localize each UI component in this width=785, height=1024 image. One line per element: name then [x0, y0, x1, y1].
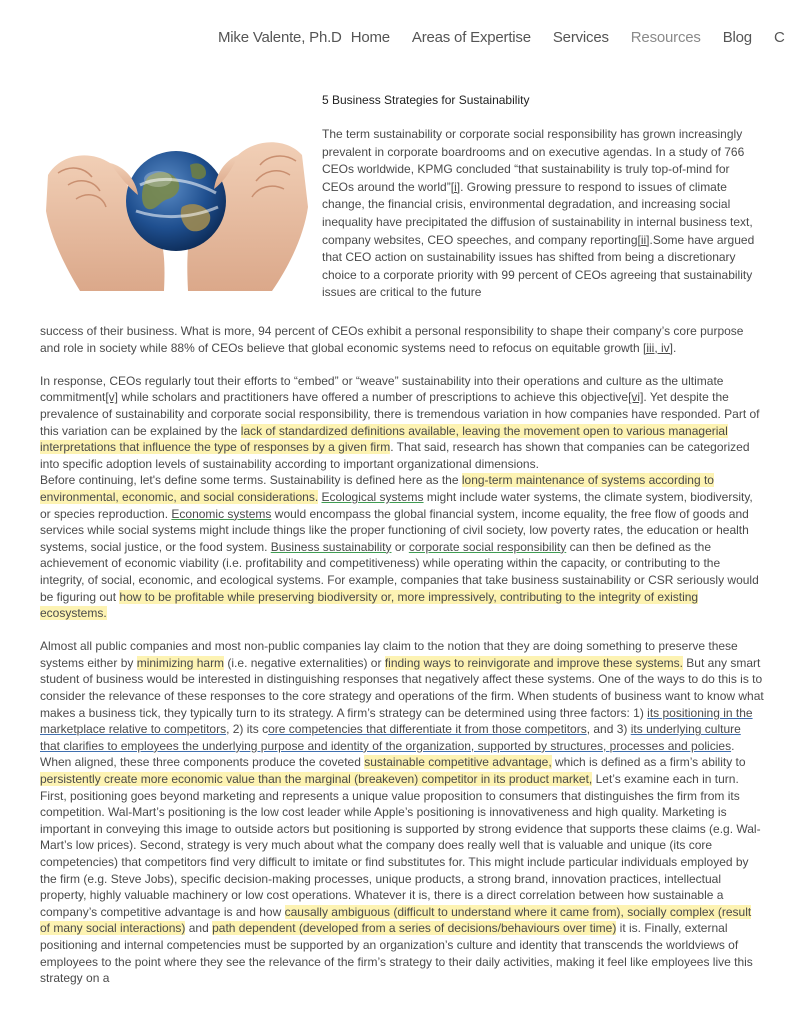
nav-contact[interactable]: C	[773, 29, 785, 46]
nav-blog[interactable]: Blog	[722, 29, 752, 46]
highlight: long-term maintenance of systems according to environmental, economic, and social considerations.	[40, 473, 714, 504]
nav-areas-of-expertise[interactable]: Areas of Expertise	[411, 29, 531, 46]
footnote-ref-vi[interactable]: [vi]	[628, 390, 644, 405]
link-core-competencies[interactable]: ore competencies that differentiate it from those competitors	[268, 722, 587, 737]
highlight: persistently create more economic value than the marginal (breakeven) competitor in its product market,	[40, 772, 593, 787]
link-positioning[interactable]: its positioning in the marketplace relative to competitors	[40, 705, 753, 737]
footnote-ref-i[interactable]: [i]	[450, 179, 461, 194]
link-ecological-systems[interactable]: Ecological systems	[321, 489, 424, 504]
highlight: finding ways to reinvigorate and improve these systems.	[384, 655, 683, 670]
footnote-ref-ii[interactable]: [ii]	[637, 232, 650, 247]
footnote-ref-v[interactable]: [v]	[105, 390, 119, 405]
paragraph-strategy: Almost all public companies and most non-public companies lay claim to the notion that they are doing something to preserve these systems either by minimizing harm (i.e. negative externalities) or finding ways to reinvigorate and improve these systems. But any smart student of business would be interested in distinguishing responses that negatively affect these systems. One of the ways to do this is to consider the relevance of these responses to the core strategy and operations of the firm. When students of business want to know what makes a business tick, they typically turn to its strategy. A firm’s strategy can be determined using three factors: 1) its positioning in the marketplace relative to competitors, 2) its core competencies that differentiate it from those competitors, and 3) its underlying culture that clarifies to employees the underlying purpose and identity of the organization, supported by structures, processes and policies. When aligned, these three components produce the coveted sustainable competitive advantage, which is defined as a firm’s ability to persistently create more economic value than the marginal (breakeven) competitor in its product market, Let’s examine each in turn. First, positioning goes beyond marketing and represents a unique value proposition to consumers that distinguishes the firm from its competition. Wal-Mart’s positioning is the low cost leader while Apple’s positioning is innovativeness and high quality. Marketing is important in conveying this image to outside actors but positioning is supported by strong evidence that supports these claims (e.g. Wal-Mart’s low prices). Second, strategy is very much about what the company does really well that is valuable and unique (its core competencies) that competitors find very difficult to imitate or find substitutes for. This might include particular individuals employed by the firm (e.g. Steve Jobs), specific decision-making processes, unique products, a strong brand, innovation practices, intellectual property, highly valuable machinery or low cost operations. Whatever it is, there is a direct correlation between how sustainable a company’s competitive advantage is and how causally ambiguous (difficult to understand where it came from), socially complex (result of many social interactions) and path dependent (developed from a series of decisions/behaviours over time) it is. Finally, external positioning and internal competencies must be supported by an organization’s culture and identity that transcends the worldviews of employees to the point where they see the relevance of the firm’s strategy to their daily activities, making it feel like employees live this strategy on a	[40, 639, 764, 986]
site-nav	[218, 29, 785, 53]
paragraph-response: In response, CEOs regularly tout their efforts to “embed” or “weave” sustainability into their operations and culture as the ultimate commitment[v] while scholars and practitioners have offered a number of prescriptions to achieve this objective[vi]. Yet despite the prevalence of sustainability and corporate social responsibility, there is tremendous variation in how companies have responded. Part of this variation can be explained by the lack of standardized definitions available, leaving the movement open to various managerial interpretations that influence the type of responses by a given firm. That said, research has shown that companies can be categorized into specific adoption levels of sustainability according to important organizational dimensions.	[40, 373, 760, 471]
article-body	[40, 323, 764, 1003]
paragraph-continued: success of their business. What is more, 94 percent of CEOs exhibit a personal responsibility to shape their company’s core purpose and role in society while 88% of CEOs believe that global economic systems need to refocus on equitable growth [iii, iv].	[40, 324, 744, 355]
link-corporate-social-responsibility[interactable]: corporate social responsibility	[408, 539, 567, 554]
site-brand[interactable]: Mike Valente, Ph.D	[218, 29, 342, 46]
earth-in-hands-photo	[40, 115, 312, 291]
highlight: causally ambiguous (difficult to understand where it came from), socially complex (result of many social interactions)	[40, 904, 752, 936]
footnote-ref-iii-iv[interactable]: [iii, iv]	[643, 340, 673, 355]
paragraph-continued-text: success of their business. What is more, 94 percent of CEOs exhibit a personal responsibility to shape their company’s core purpose and role in society while 88% of CEOs believe that global economic systems need to refocus on equitable growth	[40, 324, 744, 355]
article-title: 5 Business Strategies for Sustainability	[322, 93, 530, 107]
paragraph-definitions: Before continuing, let's define some terms. Sustainability is defined here as the long-term maintenance of systems according to environmental, economic, and social considerations. Ecological systems might include water systems, the climate system, biodiversity, or species reproduction. Economic systems would encompass the global financial system, income equality, the free flow of goods and services while social systems might include things like the proper functioning of civil society, low poverty rates, the education or health systems, social justice, or the food system. Business sustainability or corporate social responsibility can then be defined as the achievement of economic viability (i.e. profitability and competitiveness) while operating within the capacity, or contributing to the integrity, of social, economic, and ecological systems. For example, companies that take business sustainability or CSR seriously would be figuring out how to be profitable while preserving biodiversity or, more impressively, contributing to the integrity of existing ecosystems.	[40, 473, 759, 621]
highlight: path dependent (developed from a series of decisions/behaviours over time)	[212, 921, 617, 936]
highlight: lack of standardized definitions available, leaving the movement open to various managerial interpretations that influence the type of responses by a given firm	[40, 423, 728, 455]
highlight: how to be profitable while preserving biodiversity or, more impressively, contributing to the integrity of existing ecosystems.	[40, 589, 699, 621]
nav-services[interactable]: Services	[552, 29, 609, 46]
nav-home[interactable]: Home	[350, 29, 390, 46]
link-economic-systems[interactable]: Economic systems	[171, 506, 272, 521]
article-intro: The term sustainability or corporate social responsibility has grown increasingly prevalent in corporate boardrooms and on executive agendas. In a study of 766 CEOs worldwide, KPMG concluded “that sustainability is truly top-of-mind for CEOs around the world”[i]. Growing pressure to respond to issues of climate change, the financial crisis, environmental degradation, and increasing social inequality have precipitated the diffusion of sustainability in internal business text, company websites, CEO speeches, and company reporting[ii].Some have argued that CEO action on sustainability issues has shifted from being a discretionary choice to a corporate priority with 99 percent of CEOs agreeing that sustainability issues are critical to the future	[322, 127, 755, 300]
nav-resources[interactable]: Resources	[630, 29, 701, 46]
highlight: sustainable competitive advantage,	[364, 755, 552, 770]
link-underlying-culture[interactable]: its underlying culture that clarifies to employees the underlying purpose and identity of the organization, supported by structures, processes and policies	[40, 722, 741, 753]
highlight: minimizing harm	[136, 655, 225, 670]
link-business-sustainability[interactable]: Business sustainability	[270, 539, 392, 554]
